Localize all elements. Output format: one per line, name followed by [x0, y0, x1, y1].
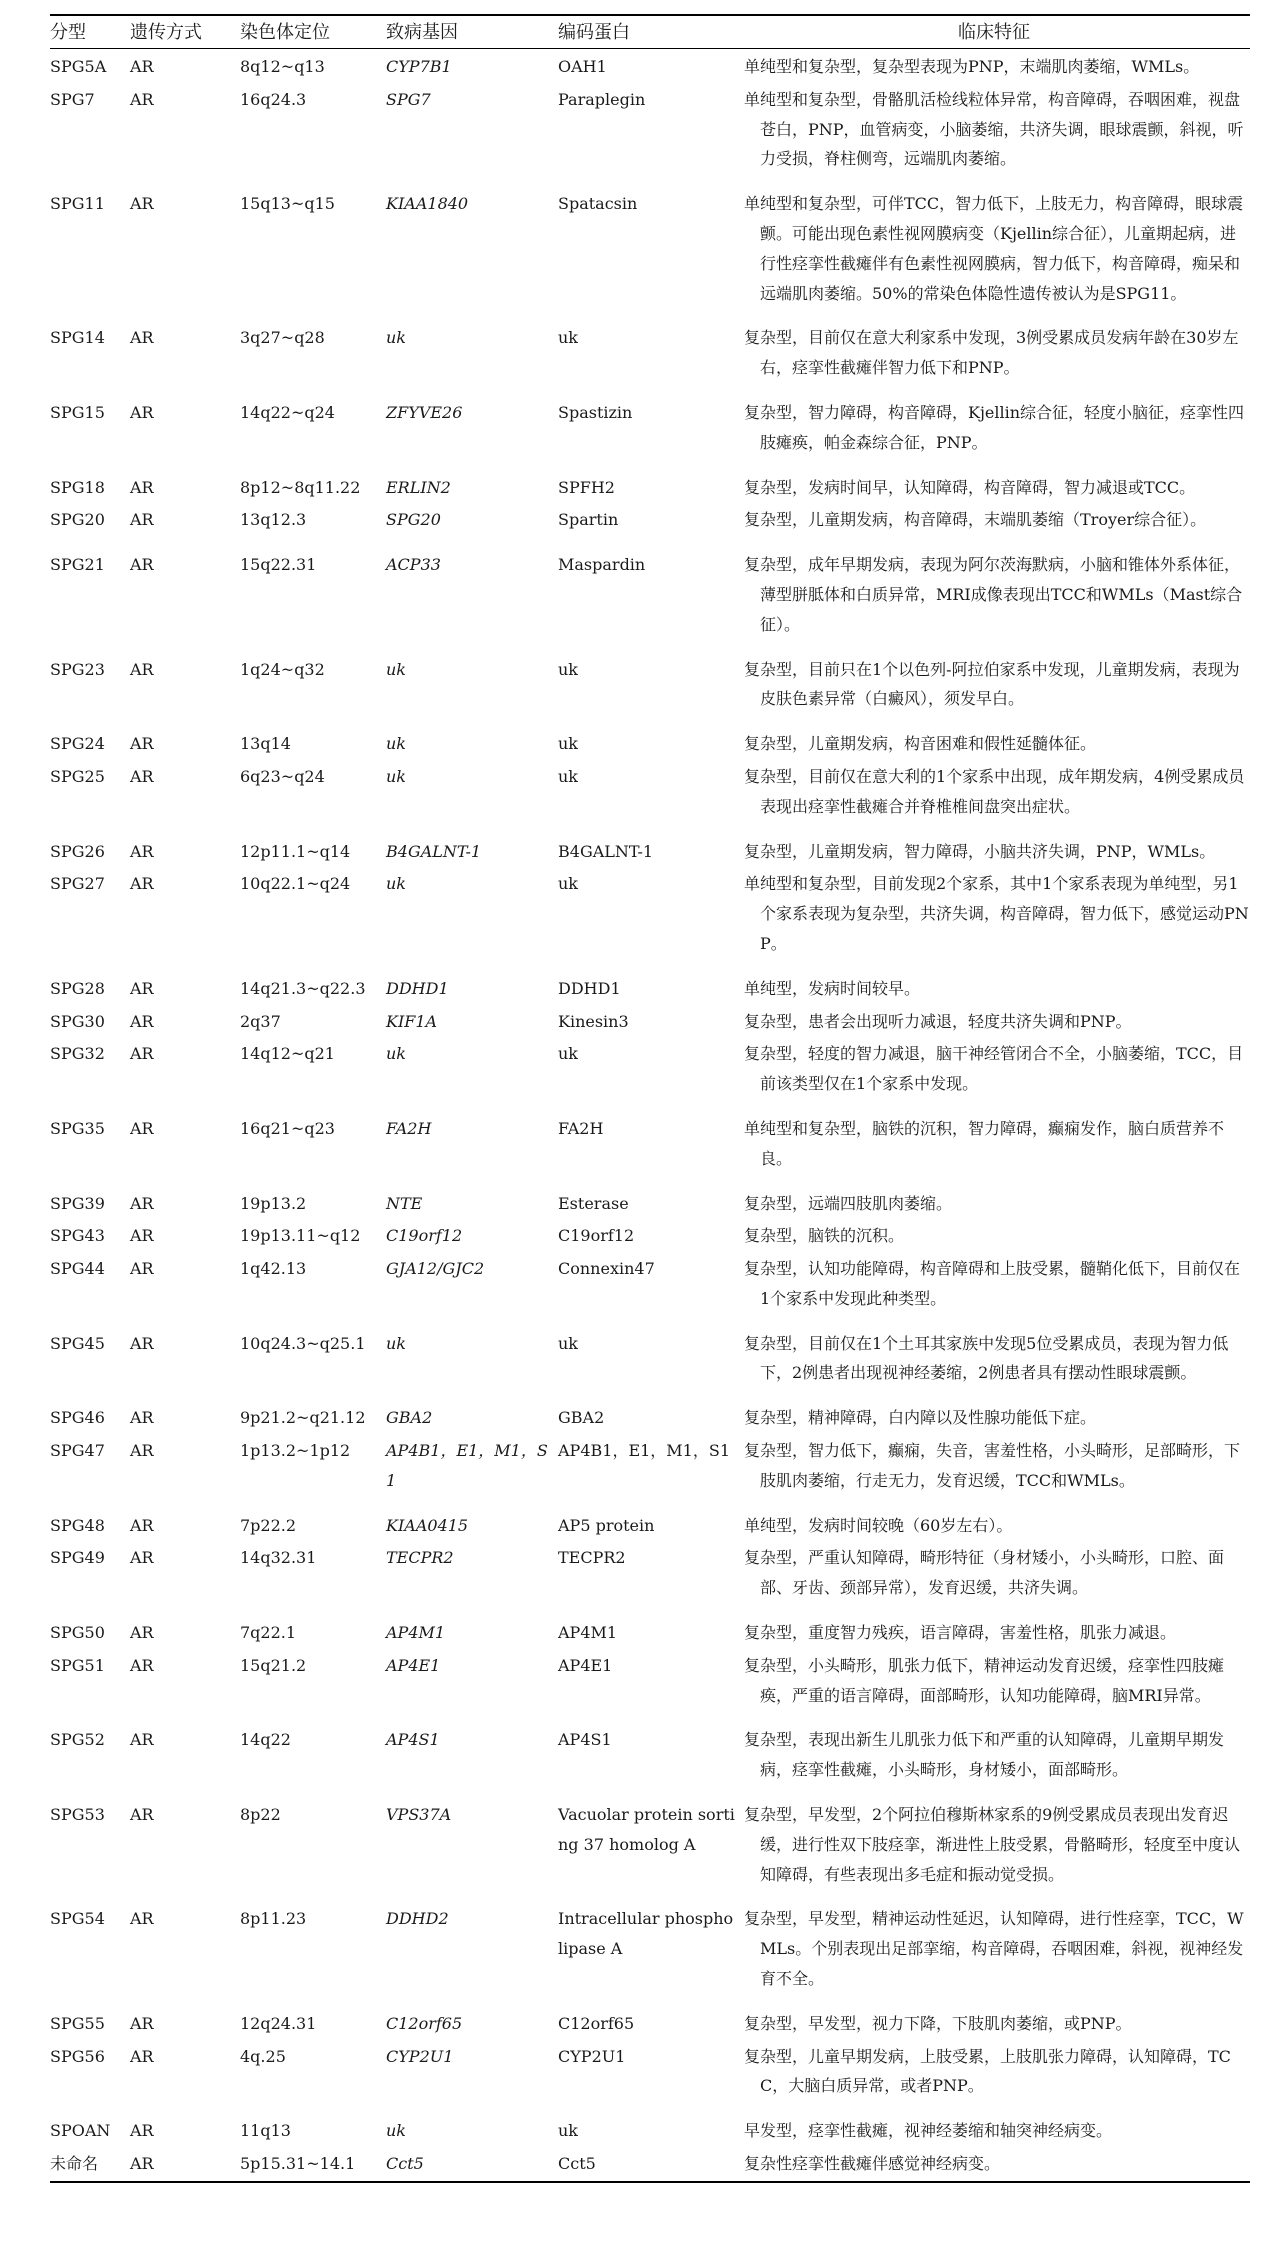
cell-locus: 8p11.23	[240, 1909, 307, 1929]
cell-inheritance: AR	[130, 874, 154, 894]
cell-locus: 5p15.31~14.1	[240, 2146, 386, 2182]
cell-protein: Spastizin	[558, 402, 633, 422]
features-text: 早发型，痉挛性截瘫，视神经萎缩和轴突神经病变。	[744, 2121, 1113, 2141]
features-text: 复杂型，小头畸形，肌张力低下，精神运动发育迟缓，痉挛性四肢瘫痪，严重的语言障碍，面部畸形，认知功能障碍，脑MRI异常。	[744, 1655, 1225, 1705]
table-row	[50, 726, 1250, 759]
features-text: 复杂型，重度智力残疾，语言障碍，害羞性格，肌张力减退。	[744, 1623, 1177, 1643]
cell-protein: OAH1	[558, 57, 607, 76]
features-text: 复杂型，认知功能障碍，构音障碍和上肢受累，髓鞘化低下，目前仅在1个家系中发现此种类型。	[744, 1259, 1241, 1308]
cell-inheritance: AR	[130, 2121, 154, 2141]
features-text: 单纯型和复杂型，骨骼肌活检线粒体异常，构音障碍，吞咽困难，视盘苍白，PNP，血管病变，小脑萎缩，共济失调，眼球震颤，斜视，听力受损，脊柱侧弯，远端肌肉萎缩。	[744, 89, 1244, 169]
cell-gene: uk	[386, 874, 406, 894]
features-text: 复杂型，成年早期发病，表现为阿尔茨海默病，小脑和锥体外系体征，薄型胼胝体和白质异常，MRI成像表现出TCC和WMLs（Mast综合征）。	[744, 555, 1243, 634]
table-row	[50, 2146, 1250, 2182]
cell-inheritance: AR	[130, 510, 154, 530]
cell-protein: Connexin47	[558, 1259, 655, 1279]
cell-features	[742, 1797, 1250, 1901]
cell-locus: 14q32.31	[240, 1548, 317, 1568]
cell-inheritance: AR	[130, 841, 154, 861]
cell-type: SPG52	[50, 1730, 105, 1750]
cell-inheritance: AR	[130, 1118, 154, 1138]
cell-protein: CYP2U1	[558, 2046, 626, 2066]
cell-inheritance: AR	[130, 1259, 154, 1279]
cell-locus: 12q24.31	[240, 2013, 317, 2033]
cell-features	[742, 547, 1250, 651]
cell-inheritance: AR	[130, 1730, 154, 1750]
cell-inheritance: AR	[130, 734, 154, 754]
features-text: 复杂型，早发型，视力下降，下肢肌肉萎缩，或PNP。	[744, 2013, 1132, 2033]
cell-gene: uk	[386, 2121, 406, 2141]
cell-inheritance: AR	[130, 1408, 154, 1428]
cell-inheritance: AR	[130, 2146, 240, 2182]
features-text: 复杂型，儿童早期发病，上肢受累，上肢肌张力障碍，认知障碍，TCC，大脑白质异常，或者PNP。	[744, 2046, 1231, 2096]
cell-features	[742, 1508, 1250, 1541]
table-row	[50, 2039, 1250, 2114]
cell-features	[742, 1722, 1250, 1797]
cell-features	[742, 866, 1250, 970]
cell-protein: uk	[558, 659, 578, 679]
cell-protein: Paraplegin	[558, 89, 646, 109]
cell-features	[742, 1400, 1250, 1433]
features-text: 复杂型，儿童期发病，智力障碍，小脑共济失调，PNP，WMLs。	[744, 841, 1216, 861]
cell-type: SPG53	[50, 1805, 105, 1825]
spg-ar-table	[50, 14, 1250, 2183]
cell-gene: ACP33	[386, 555, 441, 575]
cell-type: SPG47	[50, 1441, 105, 1461]
cell-features	[742, 395, 1250, 470]
cell-locus: 15q22.31	[240, 555, 317, 575]
features-text: 复杂型，精神障碍，白内障以及性腺功能低下症。	[744, 1408, 1097, 1428]
cell-gene: ZFYVE26	[386, 402, 463, 422]
cell-protein: uk	[558, 766, 578, 786]
cell-locus: 3q27~q28	[240, 328, 325, 348]
cell-protein: C12orf65	[558, 2013, 635, 2033]
cell-type: SPG28	[50, 978, 105, 998]
cell-inheritance: AR	[130, 1805, 154, 1825]
cell-protein: uk	[558, 328, 578, 348]
cell-type: SPOAN	[50, 2121, 111, 2141]
cell-gene: NTE	[386, 1193, 423, 1213]
cell-type: SPG5A	[50, 57, 107, 76]
features-text: 复杂型，目前仅在1个土耳其家族中发现5位受累成员，表现为智力低下，2例患者出现视神经萎缩，2例患者具有摆动性眼球震颤。	[744, 1333, 1229, 1383]
table-header-row	[50, 15, 1250, 49]
cell-locus: 7q22.1	[240, 1623, 297, 1643]
table-row	[50, 866, 1250, 970]
cell-gene: VPS37A	[386, 1805, 452, 1825]
cell-type: SPG15	[50, 402, 105, 422]
cell-type: SPG14	[50, 328, 105, 348]
cell-features	[742, 1218, 1250, 1251]
header-type: 分型	[50, 15, 130, 49]
cell-features	[742, 1648, 1250, 1723]
cell-gene: AP4S1	[386, 1730, 440, 1750]
cell-protein: AP5 protein	[558, 1515, 655, 1535]
cell-protein: uk	[558, 734, 578, 754]
cell-type: SPG30	[50, 1011, 105, 1031]
table-row	[50, 1326, 1250, 1401]
cell-gene: KIF1A	[386, 1011, 438, 1031]
cell-locus: 15q13~q15	[240, 194, 335, 214]
features-text: 复杂型，患者会出现听力减退，轻度共济失调和PNP。	[744, 1011, 1132, 1031]
features-text: 复杂型，儿童期发病，构音障碍，末端肌萎缩（Troyer综合征）。	[744, 510, 1207, 530]
cell-protein: TECPR2	[558, 1548, 626, 1568]
features-text: 复杂型，早发型，精神运动性延迟，认知障碍，进行性痉挛，TCC，WMLs。个别表现出足部挛缩，构音障碍，吞咽困难，斜视，视神经发育不全。	[744, 1909, 1244, 1989]
cell-protein: AP4M1	[558, 1623, 618, 1643]
features-text: 复杂型，发病时间早，认知障碍，构音障碍，智力减退或TCC。	[744, 477, 1196, 497]
cell-type: SPG44	[50, 1259, 105, 1279]
cell-locus: 6q23~q24	[240, 766, 325, 786]
cell-type: SPG20	[50, 510, 105, 530]
cell-inheritance: AR	[130, 2013, 154, 2033]
cell-protein: uk	[558, 874, 578, 894]
cell-features	[742, 1251, 1250, 1326]
features-text: 单纯型和复杂型，复杂型表现为PNP，末端肌肉萎缩，WMLs。	[744, 57, 1200, 76]
cell-protein: GBA2	[558, 1408, 605, 1428]
table-row	[50, 82, 1250, 186]
cell-type: SPG43	[50, 1226, 105, 1246]
table-row	[50, 395, 1250, 470]
cell-inheritance: AR	[130, 1044, 154, 1064]
cell-type: SPG24	[50, 734, 105, 754]
cell-protein: SPFH2	[558, 477, 615, 497]
cell-features	[742, 1433, 1250, 1508]
cell-inheritance: AR	[130, 1655, 154, 1675]
cell-gene: uk	[386, 734, 406, 754]
cell-protein: AP4E1	[558, 1655, 613, 1675]
features-text: 复杂型，智力障碍，构音障碍，Kjellin综合征，轻度小脑征，痉挛性四肢瘫痪，帕金森综合征，PNP。	[744, 402, 1245, 452]
cell-protein: FA2H	[558, 1118, 604, 1138]
header-gene: 致病基因	[386, 15, 558, 49]
table-row	[50, 1004, 1250, 1037]
table-row	[50, 1400, 1250, 1433]
cell-features	[742, 470, 1250, 503]
cell-locus: 1q42.13	[240, 1259, 307, 1279]
features-text: 复杂型，智力低下，癫痫，失音，害羞性格，小头畸形，足部畸形，下肢肌肉萎缩，行走无力，发育迟缓，TCC和WMLs。	[744, 1441, 1241, 1490]
cell-protein: Kinesin3	[558, 1011, 629, 1031]
cell-gene: FA2H	[386, 1118, 432, 1138]
features-text: 单纯型和复杂型，可伴TCC，智力低下，上肢无力，构音障碍，眼球震颤。可能出现色素性视网膜病变（Kjellin综合征），儿童期起病，进行性痉挛性截瘫伴有色素性视网膜病，智力低下，构音障碍，痴呆和远端肌肉萎缩。50%的常染色体隐性遗传被认为是SPG11。	[744, 194, 1244, 303]
table-row	[50, 470, 1250, 503]
cell-type: SPG23	[50, 659, 105, 679]
cell-type: SPG45	[50, 1333, 105, 1353]
cell-features	[742, 1901, 1250, 2005]
cell-protein: B4GALNT-1	[558, 841, 654, 861]
cell-inheritance: AR	[130, 1441, 154, 1461]
cell-type: SPG50	[50, 1623, 105, 1643]
cell-features	[742, 971, 1250, 1004]
cell-gene: KIAA1840	[386, 194, 469, 214]
cell-locus: 19p13.2	[240, 1193, 307, 1213]
features-text: 复杂型，轻度的智力减退，脑干神经管闭合不全，小脑萎缩，TCC，目前该类型仅在1个家系中发现。	[744, 1044, 1244, 1094]
cell-gene: GJA12/GJC2	[386, 1259, 485, 1279]
table-row	[50, 652, 1250, 727]
cell-protein: Intracellular phospholipase A	[558, 1909, 734, 1959]
cell-features	[742, 1036, 1250, 1111]
cell-type: SPG55	[50, 2013, 105, 2033]
features-text: 单纯型，发病时间较晚（60岁左右）。	[744, 1515, 1013, 1535]
cell-locus: 14q22~q24	[240, 402, 335, 422]
cell-protein: C19orf12	[558, 1226, 635, 1246]
cell-type: SPG11	[50, 194, 105, 214]
cell-inheritance: AR	[130, 1548, 154, 1568]
features-text: 复杂型，目前仅在意大利家系中发现，3例受累成员发病年龄在30岁左右，痉挛性截瘫伴智力低下和PNP。	[744, 328, 1239, 378]
cell-locus: 10q24.3~q25.1	[240, 1333, 366, 1353]
cell-inheritance: AR	[130, 1515, 154, 1535]
cell-features	[742, 186, 1250, 320]
cell-inheritance: AR	[130, 402, 154, 422]
table-row	[50, 49, 1250, 82]
cell-locus: 13q12.3	[240, 510, 307, 530]
cell-type: SPG18	[50, 477, 105, 497]
table-row	[50, 971, 1250, 1004]
table-row	[50, 1540, 1250, 1615]
cell-locus: 9p21.2~q21.12	[240, 1408, 366, 1428]
table-row	[50, 834, 1250, 867]
cell-gene: KIAA0415	[386, 1515, 469, 1535]
cell-features	[742, 1186, 1250, 1219]
cell-locus: 12p11.1~q14	[240, 841, 351, 861]
cell-gene: AP4E1	[386, 1655, 441, 1675]
cell-gene: AP4B1，E1，M1，S1	[386, 1441, 548, 1490]
cell-gene: uk	[386, 1044, 406, 1064]
header-locus: 染色体定位	[240, 15, 386, 49]
cell-inheritance: AR	[130, 57, 154, 76]
cell-gene: B4GALNT-1	[386, 841, 482, 861]
cell-features	[742, 2039, 1250, 2114]
cell-features	[742, 652, 1250, 727]
table-row	[50, 502, 1250, 547]
cell-gene: SPG7	[386, 89, 431, 109]
cell-locus: 8p12~8q11.22	[240, 477, 361, 497]
cell-features	[742, 1111, 1250, 1186]
cell-gene: uk	[386, 659, 406, 679]
table-row	[50, 547, 1250, 651]
cell-type: SPG46	[50, 1408, 105, 1428]
table-row	[50, 1186, 1250, 1219]
cell-inheritance: AR	[130, 477, 154, 497]
header-protein: 编码蛋白	[558, 15, 742, 49]
cell-type: SPG48	[50, 1515, 105, 1535]
cell-features	[742, 2006, 1250, 2039]
cell-gene: CYP7B1	[386, 57, 452, 76]
table-row	[50, 1615, 1250, 1648]
features-text: 单纯型，发病时间较早。	[744, 978, 921, 998]
cell-inheritance: AR	[130, 555, 154, 575]
table-row	[50, 320, 1250, 395]
table-row	[50, 186, 1250, 320]
cell-inheritance: AR	[130, 1909, 154, 1929]
cell-type: SPG56	[50, 2046, 105, 2066]
features-text: 复杂型，脑铁的沉积。	[744, 1226, 905, 1246]
features-text: 复杂性痉挛性截瘫伴感觉神经病变。	[744, 2154, 1001, 2174]
cell-features	[742, 82, 1250, 186]
cell-gene: uk	[386, 328, 406, 348]
cell-inheritance: AR	[130, 1333, 154, 1353]
cell-type: 未命名	[50, 2146, 130, 2182]
cell-locus: 7p22.2	[240, 1515, 297, 1535]
cell-gene: DDHD1	[386, 978, 449, 998]
cell-type: SPG25	[50, 766, 105, 786]
cell-type: SPG54	[50, 1909, 105, 1929]
cell-gene: uk	[386, 1333, 406, 1353]
cell-type: SPG51	[50, 1655, 105, 1675]
table-row	[50, 759, 1250, 834]
cell-features	[742, 726, 1250, 759]
table-row	[50, 1508, 1250, 1541]
cell-locus: 13q14	[240, 734, 291, 754]
cell-locus: 14q22	[240, 1730, 291, 1750]
cell-type: SPG49	[50, 1548, 105, 1568]
cell-locus: 11q13	[240, 2121, 291, 2141]
cell-inheritance: AR	[130, 1011, 154, 1031]
cell-features	[742, 1326, 1250, 1401]
cell-inheritance: AR	[130, 328, 154, 348]
features-text: 复杂型，表现出新生儿肌张力低下和严重的认知障碍，儿童期早期发病，痉挛性截瘫，小头畸形，身材矮小，面部畸形。	[744, 1730, 1225, 1780]
cell-gene: CYP2U1	[386, 2046, 454, 2066]
table-row	[50, 1901, 1250, 2005]
cell-locus: 16q21~q23	[240, 1118, 335, 1138]
cell-gene: ERLIN2	[386, 477, 451, 497]
features-text: 复杂型，严重认知障碍，畸形特征（身材矮小，小头畸形，口腔、面部、牙齿、颈部异常），发育迟缓，共济失调。	[744, 1548, 1225, 1598]
cell-protein: uk	[558, 1044, 578, 1064]
cell-features	[742, 49, 1250, 82]
cell-type: SPG27	[50, 874, 105, 894]
cell-gene: GBA2	[386, 1408, 433, 1428]
cell-locus: 19p13.11~q12	[240, 1226, 361, 1246]
cell-protein: Cct5	[558, 2146, 742, 2182]
cell-protein: AP4B1，E1，M1，S1	[558, 1441, 731, 1461]
cell-locus: 1q24~q32	[240, 659, 325, 679]
cell-inheritance: AR	[130, 194, 154, 214]
cell-inheritance: AR	[130, 2046, 154, 2066]
cell-inheritance: AR	[130, 766, 154, 786]
features-text: 复杂型，儿童期发病，构音困难和假性延髓体征。	[744, 734, 1097, 754]
cell-features	[742, 502, 1250, 547]
header-features: 临床特征	[742, 15, 1250, 49]
cell-type: SPG21	[50, 555, 105, 575]
cell-locus: 8p22	[240, 1805, 281, 1825]
table-row	[50, 1648, 1250, 1723]
table-body	[50, 49, 1250, 2182]
cell-protein: Esterase	[558, 1193, 629, 1213]
cell-inheritance: AR	[130, 1226, 154, 1246]
cell-features	[742, 2146, 1250, 2182]
table-row	[50, 1218, 1250, 1251]
cell-locus: 14q12~q21	[240, 1044, 335, 1064]
cell-type: SPG7	[50, 89, 95, 109]
table-row	[50, 2006, 1250, 2039]
cell-inheritance: AR	[130, 1623, 154, 1643]
cell-gene: uk	[386, 766, 406, 786]
features-text: 复杂型，目前只在1个以色列-阿拉伯家系中发现，儿童期发病，表现为皮肤色素异常（白癜风），须发早白。	[744, 659, 1240, 709]
cell-protein: Spatacsin	[558, 194, 638, 214]
cell-locus: 15q21.2	[240, 1655, 307, 1675]
cell-features	[742, 834, 1250, 867]
table-row	[50, 1797, 1250, 1901]
cell-locus: 10q22.1~q24	[240, 874, 351, 894]
cell-protein: Spartin	[558, 510, 619, 530]
cell-locus: 16q24.3	[240, 89, 307, 109]
header-inheritance: 遗传方式	[130, 15, 240, 49]
table-row	[50, 1251, 1250, 1326]
cell-features	[742, 1540, 1250, 1615]
cell-protein: Maspardin	[558, 555, 646, 575]
table-row	[50, 1036, 1250, 1111]
cell-locus: 8q12~q13	[240, 57, 325, 76]
features-text: 复杂型，远端四肢肌肉萎缩。	[744, 1193, 953, 1213]
table-row	[50, 2113, 1250, 2146]
cell-gene: C12orf65	[386, 2013, 463, 2033]
cell-protein: uk	[558, 1333, 578, 1353]
cell-features	[742, 1615, 1250, 1648]
cell-gene: TECPR2	[386, 1548, 454, 1568]
cell-locus: 4q.25	[240, 2046, 286, 2066]
features-text: 复杂型，早发型，2个阿拉伯穆斯林家系的9例受累成员表现出发育迟缓，进行性双下肢痉挛，渐进性上肢受累，骨骼畸形，轻度至中度认知障碍，有些表现出多毛症和振动觉受损。	[744, 1805, 1241, 1884]
cell-features	[742, 320, 1250, 395]
table-row	[50, 1722, 1250, 1797]
cell-locus: 2q37	[240, 1011, 281, 1031]
cell-gene: DDHD2	[386, 1909, 449, 1929]
cell-type: SPG26	[50, 841, 105, 861]
cell-type: SPG32	[50, 1044, 105, 1064]
cell-gene: AP4M1	[386, 1623, 446, 1643]
table-row	[50, 1111, 1250, 1186]
cell-features	[742, 2113, 1250, 2146]
cell-inheritance: AR	[130, 1193, 154, 1213]
features-text: 单纯型和复杂型，目前发现2个家系，其中1个家系表现为单纯型，另1个家系表现为复杂型，共济失调，构音障碍，智力低下，感觉运动PNP。	[744, 874, 1249, 953]
cell-protein: DDHD1	[558, 978, 621, 998]
cell-protein: uk	[558, 2121, 578, 2141]
table-row	[50, 1433, 1250, 1508]
cell-inheritance: AR	[130, 659, 154, 679]
features-text: 单纯型和复杂型，脑铁的沉积，智力障碍，癫痫发作，脑白质营养不良。	[744, 1118, 1225, 1168]
cell-features	[742, 759, 1250, 834]
cell-gene: C19orf12	[386, 1226, 463, 1246]
cell-locus: 14q21.3~q22.3	[240, 978, 366, 998]
features-text: 复杂型，目前仅在意大利的1个家系中出现，成年期发病，4例受累成员表现出痉挛性截瘫合并脊椎椎间盘突出症状。	[744, 766, 1245, 816]
cell-type: SPG35	[50, 1118, 105, 1138]
cell-protein: Vacuolar protein sorting 37 homolog A	[558, 1805, 735, 1854]
cell-protein: AP4S1	[558, 1730, 612, 1750]
cell-features	[742, 1004, 1250, 1037]
cell-locus: 1p13.2~1p12	[240, 1441, 351, 1461]
cell-type: SPG39	[50, 1193, 105, 1213]
cell-gene: Cct5	[386, 2146, 558, 2182]
cell-gene: SPG20	[386, 510, 441, 530]
cell-inheritance: AR	[130, 89, 154, 109]
cell-inheritance: AR	[130, 978, 154, 998]
